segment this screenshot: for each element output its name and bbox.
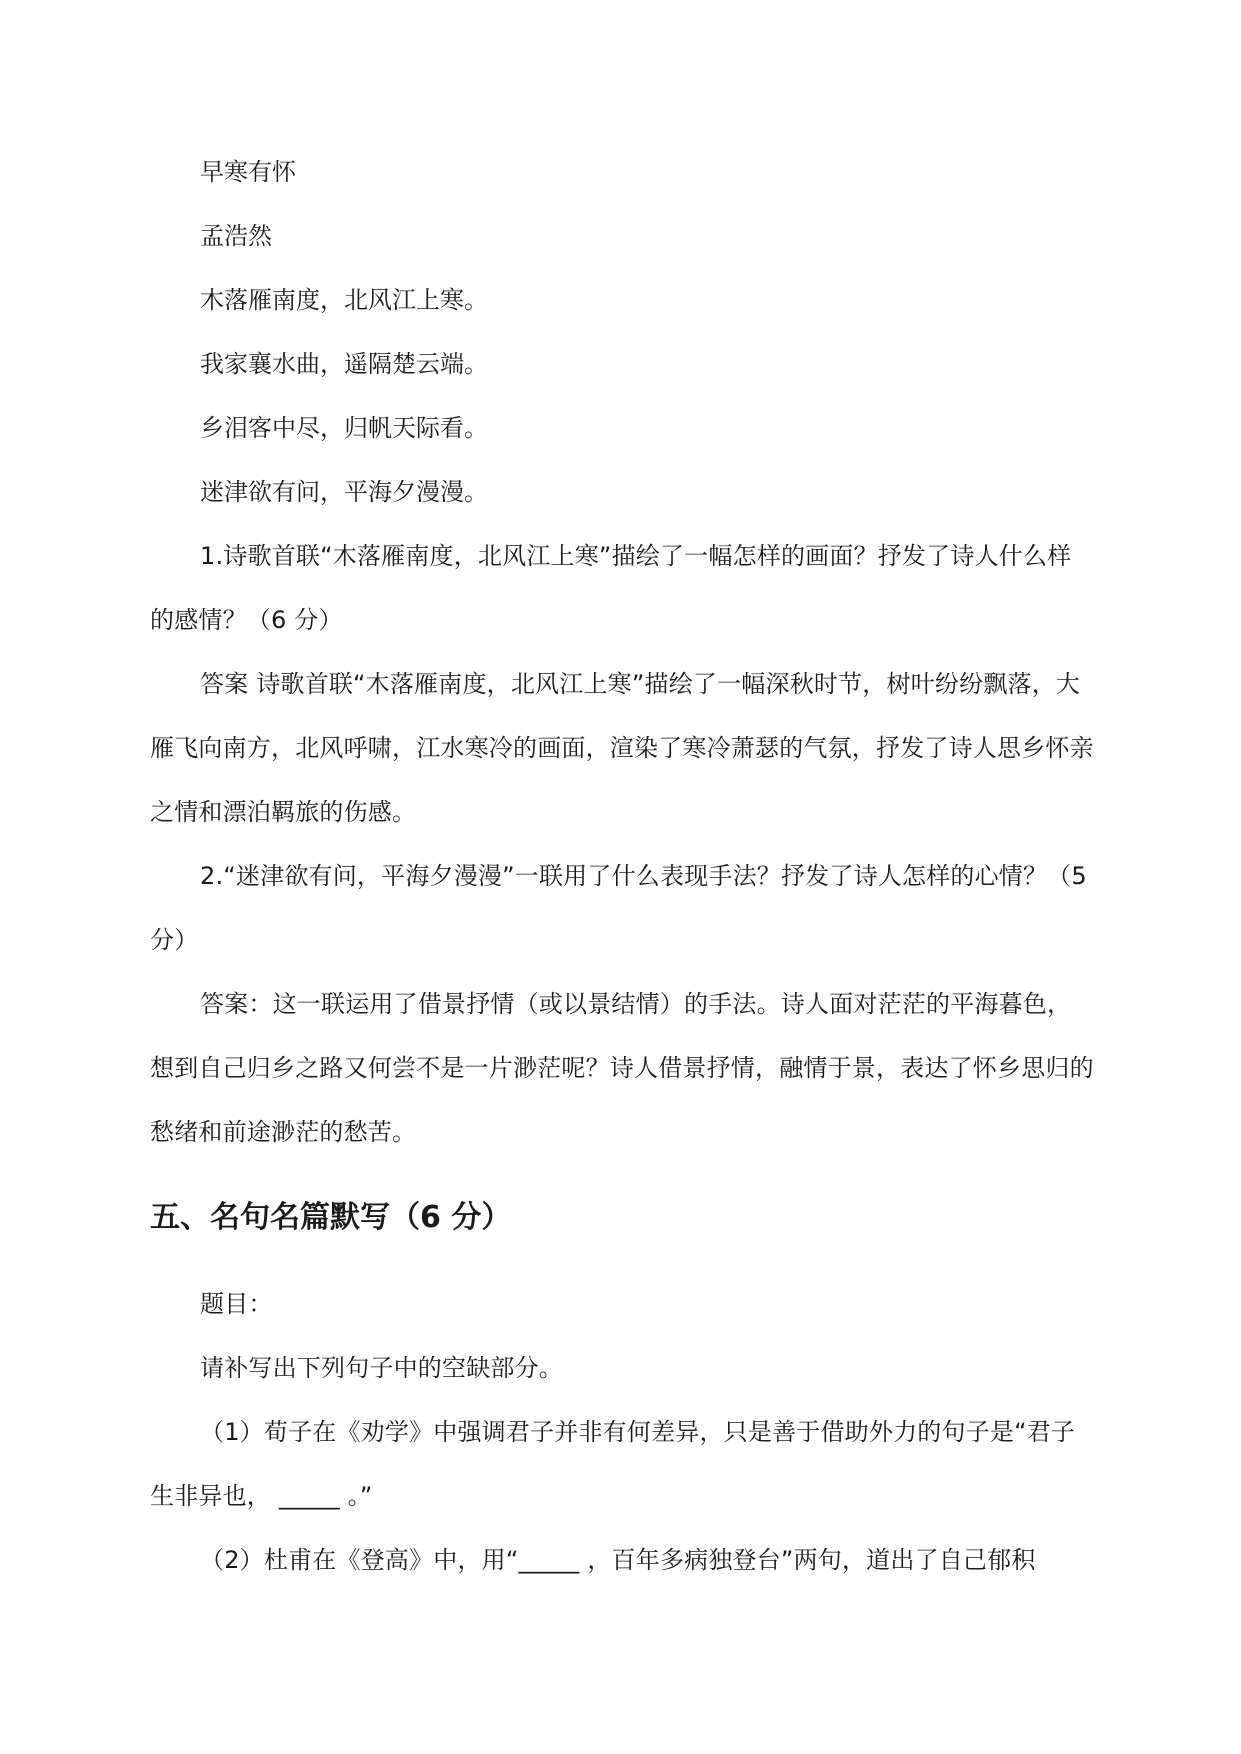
- fill-in-item-2: （2）杜甫在《登高》中，用“_____ ，百年多病独登台”两句，道出了自己郁积: [200, 1546, 1036, 1574]
- answer-2: 答案：这一联运用了借景抒情（或以景结情）的手法。诗人面对茫茫的平海暮色，想到自己归乡之路又何尝不是一片渺茫呢？诗人借景抒情，融情于景，表达了怀乡思归的愁绪和前途渺茫的愁苦。: [150, 990, 1094, 1146]
- poem-title: 早寒有怀: [200, 158, 296, 186]
- section-instruction: 请补写出下列句子中的空缺部分。: [200, 1354, 563, 1382]
- answer-1: 答案 诗歌首联“木落雁南度，北风江上寒”描绘了一幅深秋时节，树叶纷纷飘落，大雁飞向南方，北风呼啸，江水寒冷的画面，渲染了寒冷萧瑟的气氛，抒发了诗人思乡怀亲之情和漂泊羁旅的伤感。: [150, 670, 1094, 826]
- poem-line: 我家襄水曲，遥隔楚云端。: [200, 350, 488, 378]
- poem-line: 乡泪客中尽，归帆天际看。: [200, 414, 488, 442]
- section-heading: 五、名句名篇默写（6 分）: [150, 1200, 512, 1235]
- question-1: 1.诗歌首联“木落雁南度，北风江上寒”描绘了一幅怎样的画面？抒发了诗人什么样的感情？（6 分）: [150, 542, 1072, 634]
- poem-line: 木落雁南度，北风江上寒。: [200, 286, 488, 314]
- poem-line: 迷津欲有问，平海夕漫漫。: [200, 478, 488, 506]
- question-2: 2.“迷津欲有问，平海夕漫漫”一联用了什么表现手法？抒发了诗人怎样的心情？（5 分）: [150, 862, 1087, 954]
- document-body: [150, 140, 1094, 1592]
- poem-author: 孟浩然: [200, 222, 272, 250]
- section-label: 题目：: [200, 1290, 273, 1318]
- fill-in-item-1: （1）荀子在《劝学》中强调君子并非有何差异，只是善于借助外力的句子是“君子生非异也， _____ 。”: [150, 1418, 1076, 1510]
